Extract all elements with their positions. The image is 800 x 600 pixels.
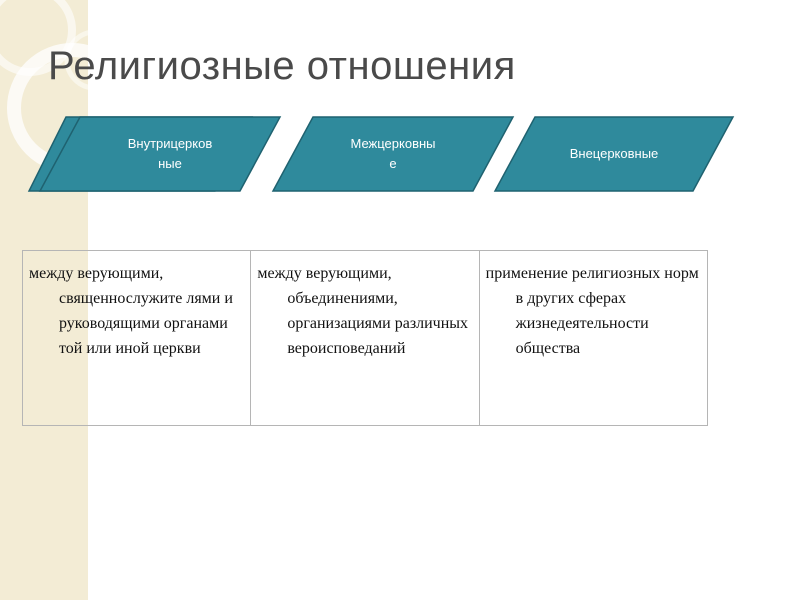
table-cell-3 xyxy=(479,251,707,426)
table-cell-3-text: применение религиозных норм в других сферах жизнедеятельности общества xyxy=(485,265,699,357)
category-label-2-line1: Межцерковны xyxy=(350,136,436,151)
table-cell-1-text: между верующими, священнослужите лями и руководящими органами той или иной церкви xyxy=(29,265,233,357)
table-cell-2-text: между верующими, объединениями, организациями различных вероисповеданий xyxy=(257,265,469,357)
slide-title: Религиозные отношения xyxy=(48,44,516,88)
category-label-1-line1: Внутрицерков xyxy=(127,136,213,151)
table-row xyxy=(23,251,708,426)
category-label-2-line2: е xyxy=(389,156,397,171)
category-label-3 xyxy=(539,144,689,164)
table-cell-1 xyxy=(23,251,251,426)
table-cell-2 xyxy=(251,251,479,426)
category-label-1 xyxy=(90,134,250,174)
category-label-2 xyxy=(318,134,468,174)
relations-table xyxy=(22,250,708,426)
category-label-3-line1: Внецерковные xyxy=(569,146,659,161)
category-label-1-line2: ные xyxy=(158,156,182,171)
